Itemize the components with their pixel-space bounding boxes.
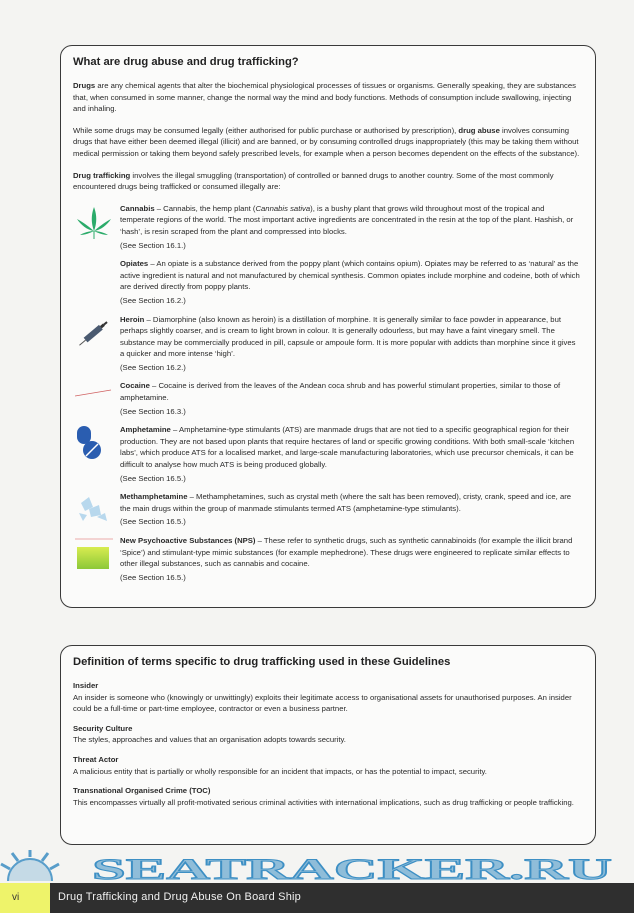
page-footer: [0, 883, 634, 913]
section-title: Definition of terms specific to drug trafficking used in these Guidelines: [73, 656, 451, 668]
drug-text: – Cannabis, the hemp plant (: [154, 203, 256, 213]
section-reference: (See Section 16.2.): [120, 295, 186, 305]
drug-description: [120, 535, 581, 570]
term-definition: An insider is someone who (knowingly or unwittingly) exploits their legitimate access to organisational assets for unauthorised purposes. An insider could be a full-time or part-time employee, contractor or even a business partner.: [73, 692, 572, 714]
drug-name: Methamphetamine: [120, 492, 188, 502]
drug-item: [73, 258, 581, 306]
bold-term: Drugs: [73, 81, 96, 90]
drug-name: Cannabis: [120, 203, 155, 213]
drug-text: – Cocaine is derived from the leaves of the Andean coca shrub and has powerful stimulant properties, similar to those of amphetamine.: [120, 381, 561, 403]
crystal-icon: [75, 493, 113, 527]
term-name: Security Culture: [73, 723, 133, 733]
paragraph-drug-abuse: [73, 125, 581, 160]
bold-term: drug abuse: [458, 125, 500, 135]
drug-text: – These refer to synthetic drugs, such as synthetic cannabinoids (for example the illicit brand ‘Spice’) and stimulant-type mimic substances (for example mephedrone). These drugs were engineered to replicate similar effects to other illegal substances, such as cannabis and cocaine.: [120, 536, 573, 569]
term-name: Threat Actor: [73, 754, 119, 764]
drug-description: [120, 203, 581, 238]
paragraph-text: are any chemical agents that alter the biochemical physiological processes of tissues or organisms. Generally speaking, they are substances that, when consumed in some manner, change the normal way the mind and body functions. Methods of consumption include swallowing, injecting and inhaling.: [73, 81, 576, 114]
section-reference: (See Section 16.5.): [120, 517, 186, 527]
drug-description: [120, 380, 581, 403]
paragraph-text: involves consuming drugs that have either been deemed illegal (illicit) and are banned, or by consuming controlled drugs inappropriately (this may be taking them without medical permission or taking them beyond safely prescribed levels, for example when a person becomes dependent on the effects of the substance).: [73, 125, 580, 158]
drug-list: [73, 203, 581, 584]
bold-term: Drug trafficking: [73, 170, 131, 180]
definition-item: [73, 785, 581, 808]
drug-item: [73, 380, 581, 417]
footer-title: Drug Trafficking and Drug Abuse On Board Ship: [58, 891, 301, 903]
section-reference: (See Section 16.5.): [120, 473, 186, 483]
syringe-icon: [75, 316, 113, 350]
paragraph-text: While some drugs may be consumed legally (either authorised for public purchase or authorised by prescription),: [73, 125, 459, 135]
drug-name: New Psychoactive Substances (NPS): [120, 536, 256, 545]
drug-name: Heroin: [120, 314, 145, 324]
drug-name: Cocaine: [120, 381, 150, 391]
section-reference: (See Section 16.5.): [120, 572, 186, 582]
drug-text: – Diamorphine (also known as heroin) is a distillation of morphine. It is generally similar to face powder in appearance, but perhaps slightly coarser, and is cream to light brown in colour. It is generally odourless, but may have a faint vinegary smell. The substance may be commercially produced in pill, capsule or ampoule form. It is more popular with addicts than morphine since it gives a quicker and more intense ‘high’.: [120, 314, 576, 359]
drug-item: [73, 424, 581, 484]
page-number: vi: [0, 883, 50, 913]
term-definition: The styles, approaches and values that an organisation adopts towards security.: [73, 735, 346, 745]
drug-item: [73, 314, 581, 374]
definition-item: [73, 754, 581, 777]
scientific-name: Cannabis sativa: [255, 203, 311, 213]
drug-name: Opiates: [120, 259, 149, 269]
section-reference: (See Section 16.1.): [120, 240, 186, 250]
poppy-icon: [75, 260, 113, 294]
nps-packet-icon: [75, 537, 113, 571]
drug-description: [120, 314, 581, 360]
drug-name: Amphetamine: [120, 425, 171, 435]
term-name: Insider: [73, 681, 99, 690]
definition-item: [73, 680, 581, 715]
term-definition: A malicious entity that is partially or wholly responsible for an incident that impacts, or has the potential to impact, security.: [73, 766, 487, 776]
definitions-section: [60, 645, 596, 845]
cocaine-line-icon: [75, 382, 113, 416]
watermark-text: SEATRACKER.RU: [92, 853, 612, 882]
term-list: [73, 680, 581, 808]
section-title: What are drug abuse and drug trafficking?: [73, 56, 299, 68]
drug-description: [120, 424, 581, 470]
drug-item: [73, 491, 581, 528]
paragraph-drug-trafficking: [73, 170, 581, 193]
section-reference: (See Section 16.2.): [120, 362, 186, 372]
term-name: Transnational Organised Crime (TOC): [73, 786, 211, 796]
drug-text: – Amphetamine-type stimulants (ATS) are manmade drugs that are not tied to a specific geographical region for their production. They are not based upon plants that require hectares of land or specific growing conditions. With both small-scale ‘kitchen labs’, which produce ATS for a localised market, and large-scale manufacturing laboratories, which use precursor chemicals, it can be difficult to analyse how much ATS is being produced globally.: [120, 425, 575, 470]
drug-text: – An opiate is a substance derived from the poppy plant (which contains opium). Opiates may be referred to as ‘natural’ as the active ingredient is natural and not manufactured by chemical synthesis. Common opiates include morphine and codeine, both of which are derived directly from poppy plants.: [120, 259, 580, 292]
paragraph-text: involves the illegal smuggling (transportation) of controlled or banned drugs to another country. Some of the most commonly encountered drugs being trafficked or consumed illegally are:: [73, 170, 554, 192]
cannabis-leaf-icon: [75, 205, 113, 239]
drug-abuse-section: [60, 45, 596, 608]
watermark-logo: [0, 849, 634, 882]
term-definition: This encompasses virtually all profit-motivated serious criminal activities with international implications, such as drug trafficking or people trafficking.: [73, 797, 574, 807]
drug-text: ), is a bushy plant that grows wild throughout most of the tropical and temperate regions of the world. The most important active ingredients are concentrated in the resin at the top of the plant. Hashish, or ‘hash’, is resin scraped from the plant and compressed into blocks.: [120, 203, 574, 236]
definition-item: [73, 723, 581, 746]
drug-item: [73, 535, 581, 583]
pills-icon: [75, 426, 113, 460]
drug-description: [120, 258, 581, 293]
drug-item: [73, 203, 581, 251]
drug-description: [120, 491, 581, 514]
section-reference: (See Section 16.3.): [120, 406, 186, 416]
paragraph-drugs: [73, 80, 581, 115]
drug-text: – Methamphetamines, such as crystal meth (where the salt has been removed), cristy, crank, speed and ice, are the main drugs within the group of manmade stimulants termed ATS (amphetamine-type stimulants).: [120, 492, 572, 513]
